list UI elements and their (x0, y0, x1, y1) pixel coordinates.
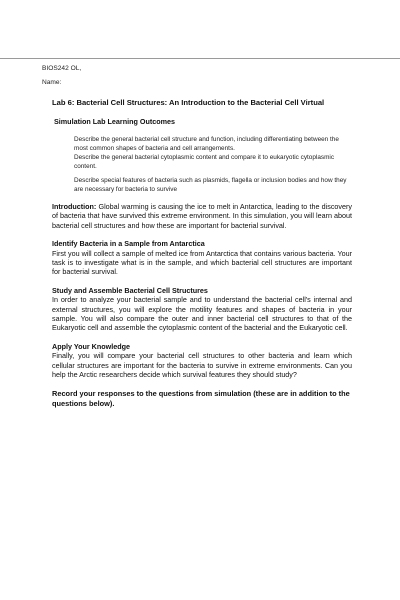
lab-title: Lab 6: Bacterial Cell Structures: An Introduction to the Bacterial Cell Virtual (52, 98, 325, 107)
outcomes-heading: Simulation Lab Learning Outcomes (54, 117, 176, 126)
outcome-line: Describe special features of bacteria such as plasmids, flagella or inclusion bodies and how they are necessary for bacteria to survive (74, 177, 347, 193)
record-instructions: Record your responses to the questions from simulation (these are in addition to the questions below). (52, 388, 350, 408)
name-label: Name: (42, 79, 62, 86)
outcome-line: Describe the general bacterial cytoplasmic content and compare it to eukaryotic cytoplasmic content. (74, 154, 335, 170)
outcomes-list (74, 135, 352, 194)
document-body (52, 98, 352, 409)
outcome-line: most common shapes of bacteria and cell arrangements. (74, 145, 235, 152)
section-heading-study: Study and Assemble Bacterial Cell Structures (52, 285, 208, 295)
section-text-study: In order to analyze your bacterial sample and to understand the bacterial cell's internal and external structures, you will explore the motility features and shapes of bacteria in your sample. You will also compare the outer and inner bacterial cell structures to that of the Eukaryotic cell and assemble the cytoplasmic content of the bacterial and the Eukaryotic cell. (52, 295, 352, 333)
section-heading-apply: Apply Your Knowledge (52, 341, 131, 351)
section-text-apply: Finally, you will compare your bacterial cell structures to other bacteria and learn which cellular structures are important for the bacteria to survive in extreme environments. Can you help the Arctic researchers decide which survival features they should study? (52, 351, 352, 380)
introduction-label: Introduction: (52, 202, 97, 211)
header-rule (0, 58, 400, 59)
course-label: BIOS242 OL, (42, 65, 82, 72)
outcome-line: Describe the general bacterial cell structure and function, including differentiating between the (74, 136, 339, 143)
section-text-identify: First you will collect a sample of melted ice from Antarctica that contains various bacteria. Your task is to investigate what is in the sample, and which bacterial cell structures are important for bacterial survival. (52, 248, 352, 277)
introduction-text: Global warming is causing the ice to melt in Antarctica, leading to the discovery of bacteria that have survived this extreme environment. In this simulation, you will learn about bacterial cell structures and how these are important for bacterial survival. (52, 202, 352, 230)
introduction-paragraph (52, 202, 352, 230)
section-heading-identify: Identify Bacteria in a Sample from Antarctica (52, 239, 205, 249)
